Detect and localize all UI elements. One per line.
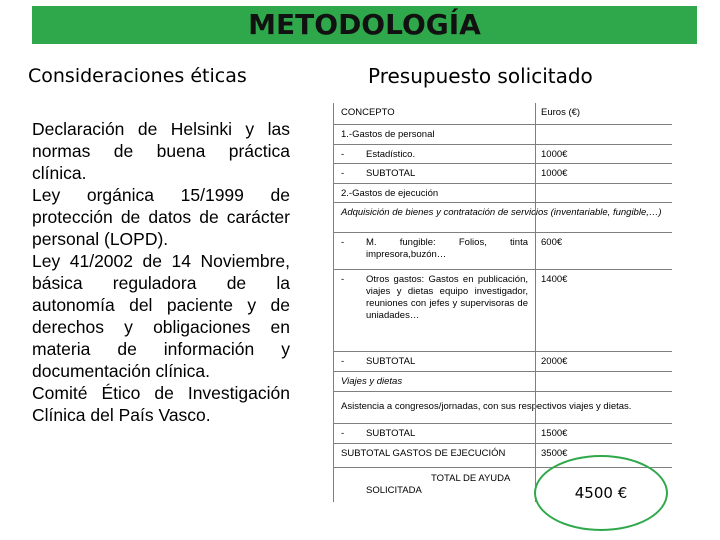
exec-subtotal-amount: 3500€ (541, 448, 568, 459)
row-amount: 1000€ (541, 168, 568, 179)
row-dash: - (341, 428, 345, 439)
ethics-paragraph-lopd: Ley orgánica 15/1999 de protección de datos de carácter personal (LOPD). (32, 185, 290, 249)
ethics-paragraph-ley-41: Ley 41/2002 de 14 Noviembre, básica reguladora de la autonomía del paciente y de derechos y obligaciones en materia de información y documentación clínica. (32, 251, 290, 381)
row-amount: 2000€ (541, 356, 568, 367)
row-amount: 1000€ (541, 149, 568, 160)
header-amount: Euros (€) (541, 107, 581, 118)
table-row (333, 352, 672, 372)
row-label: SUBTOTAL (366, 356, 416, 367)
travel-text: Viajes y dietas (341, 376, 403, 387)
row-label: SUBTOTAL (366, 168, 416, 179)
section-execution-row (333, 184, 672, 203)
row-dash: - (341, 274, 345, 285)
ethics-text (32, 118, 290, 426)
page-title: METODOLOGÍA (32, 6, 697, 44)
table-row (333, 145, 672, 164)
congress-row (333, 392, 672, 424)
budget-heading: Presupuesto solicitado (368, 64, 593, 88)
exec-subtotal-label: SUBTOTAL GASTOS DE EJECUCIÓN (341, 448, 506, 459)
row-label: Estadístico. (366, 149, 416, 160)
row-dash: - (341, 237, 345, 248)
row-dash: - (341, 168, 345, 179)
total-amount-bubble: 4500 € (534, 455, 668, 531)
total-label-line-1: TOTAL DE AYUDA (431, 473, 511, 484)
section-personal-row (333, 125, 672, 145)
table-header-row (333, 103, 672, 125)
header-concept: CONCEPTO (341, 107, 395, 118)
column-divider (333, 103, 334, 502)
budget-table (333, 103, 672, 502)
table-row (333, 233, 672, 270)
congress-text: Asistencia a congresos/jornadas, con sus respectivos viajes y dietas. (341, 401, 632, 412)
acquisition-text: Adquisición de bienes y contratación de servicios (inventariable, fungible,…) (341, 207, 662, 218)
row-amount: 600€ (541, 237, 563, 248)
acquisition-row (333, 203, 672, 233)
row-label: M. fungible: Folios, tinta impresora,buzón… (366, 237, 528, 260)
row-label: SUBTOTAL (366, 428, 416, 439)
ethics-paragraph-comite: Comité Ético de Investigación Clínica del País Vasco. (32, 383, 290, 425)
section-personal: 1.-Gastos de personal (341, 129, 435, 140)
row-dash: - (341, 356, 345, 367)
total-label-line-2: SOLICITADA (366, 485, 422, 496)
table-row (333, 270, 672, 352)
row-amount: 1400€ (541, 274, 568, 285)
travel-row (333, 372, 672, 392)
column-divider (535, 103, 536, 502)
section-execution: 2.-Gastos de ejecución (341, 188, 439, 199)
row-label: Otros gastos: Gastos en publicación, viajes y dietas equipo investigador, reuniones con jefes y supervisoras de uniadades… (366, 274, 528, 321)
row-amount: 1500€ (541, 428, 568, 439)
ethics-paragraph-helsinki: Declaración de Helsinki y las normas de buena práctica clínica. (32, 119, 290, 183)
table-row (333, 164, 672, 184)
row-dash: - (341, 149, 345, 160)
ethics-heading: Consideraciones éticas (28, 65, 247, 87)
table-row (333, 424, 672, 444)
